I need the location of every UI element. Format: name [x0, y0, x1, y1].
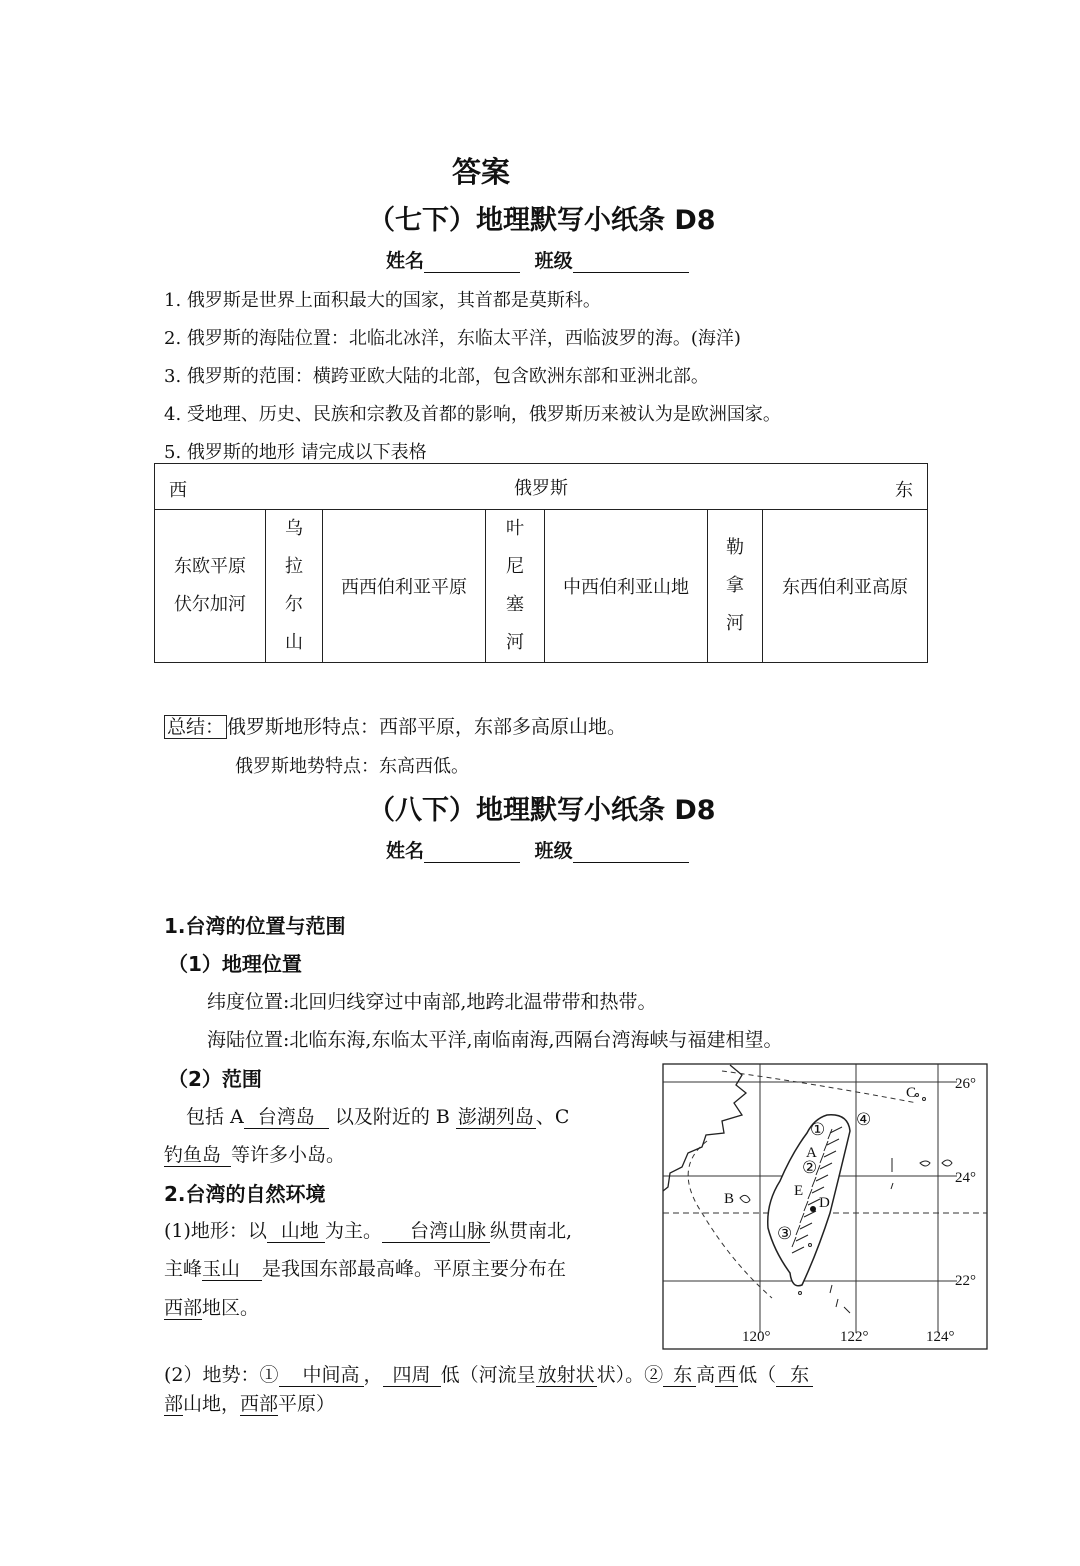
text: 主峰: [164, 1258, 203, 1280]
answer-heading: 答案: [452, 155, 511, 189]
answer-west: 西部: [164, 1297, 203, 1319]
terrain-line-2: [164, 1254, 566, 1281]
cell-char: 塞: [506, 594, 524, 615]
cell-char: 河: [506, 632, 524, 653]
cell-text: 伏尔加河: [174, 594, 246, 615]
text: 纵贯南北,: [489, 1220, 573, 1242]
text: 山地，: [183, 1393, 241, 1415]
answer-penghu-islands: 澎湖列岛: [457, 1106, 534, 1128]
label-a: A: [806, 1145, 817, 1161]
range-line-1: [186, 1102, 569, 1129]
text: 低（河流呈: [440, 1364, 536, 1386]
answer-east-part: 部: [164, 1393, 184, 1415]
cell-char: 尼: [506, 556, 524, 577]
text: ，: [363, 1364, 383, 1386]
text: 平原）: [278, 1393, 336, 1415]
range-line-2: [164, 1140, 345, 1167]
page-title-1: （七下）地理默写小纸条 D8: [368, 205, 716, 236]
terrain-line-3: [164, 1293, 259, 1320]
circle-1-label: ①: [810, 1120, 826, 1139]
answer-yushan: 玉山: [202, 1258, 262, 1281]
relief-line-1: [164, 1360, 813, 1387]
lat-26-label: 26°: [955, 1076, 976, 1092]
answer-mountains: 山地: [267, 1220, 325, 1243]
summary-line-2: 俄罗斯地势特点：东高西低。: [235, 756, 469, 777]
answer-west-low: 西: [717, 1364, 737, 1386]
item-4: 4. 受地理、历史、民族和宗教及首都的影响，俄罗斯历来被认为是欧洲国家。: [164, 404, 781, 425]
text: 低（: [738, 1364, 777, 1386]
cell-char: 山: [285, 632, 303, 653]
item-5: 5. 俄罗斯的地形 请完成以下表格: [164, 442, 427, 463]
text: 包括 A: [186, 1106, 244, 1128]
text: 为主。: [324, 1220, 382, 1242]
point-d-marker: [810, 1206, 816, 1212]
summary-label: 总结：: [164, 715, 227, 739]
text: 是我国东部最高峰。平原主要分布在: [262, 1258, 567, 1280]
cell-char: 勒: [726, 537, 744, 558]
cell-char: 河: [726, 613, 744, 634]
text: 等许多小岛。: [231, 1144, 346, 1166]
label-e: E: [794, 1183, 804, 1199]
cell-west-siberian-plain: 西西伯利亚平原: [323, 510, 486, 663]
section-1a-title: （1）地理位置: [168, 952, 302, 976]
summary-terrain: 俄罗斯地形特点：西部平原，东部多高原山地。: [227, 716, 627, 738]
answer-east: 东: [776, 1364, 813, 1387]
text: 高: [696, 1364, 716, 1386]
summary-line-1: [164, 712, 626, 739]
circle-2-label: ②: [802, 1158, 818, 1177]
name-class-row-2: [386, 836, 689, 863]
class-blank[interactable]: [573, 844, 689, 863]
name-label: 姓名: [386, 840, 425, 862]
answer-surroundings: 四周: [383, 1364, 441, 1387]
section-1b-title: （2）范围: [168, 1067, 262, 1091]
lon-120-label: 120°: [742, 1329, 771, 1345]
label-d: D: [819, 1195, 830, 1211]
sea-land-position: 海陆位置:北临东海,东临太平洋,南临南海,西隔台湾海峡与福建相望。: [207, 1029, 783, 1051]
answer-taiwan-island: 台湾岛: [244, 1106, 329, 1129]
east-label: 东: [895, 480, 913, 501]
cell-char: 尔: [285, 594, 303, 615]
terrain-line-1: [164, 1216, 572, 1243]
taiwan-map: [662, 1063, 988, 1350]
cell-yenisei-river: [486, 510, 545, 663]
page-title-2: （八下）地理默写小纸条 D8: [368, 795, 716, 826]
west-label: 西: [169, 480, 187, 501]
table-header-row: [155, 464, 928, 510]
text: 以及附近的 B: [334, 1106, 450, 1128]
cell-lena-river: [708, 510, 763, 663]
name-blank[interactable]: [424, 254, 520, 273]
lat-22-label: 22°: [955, 1273, 976, 1289]
cell-ural-mountains: [266, 510, 323, 663]
text: 、C: [535, 1106, 570, 1128]
lon-124-label: 124°: [926, 1329, 955, 1345]
text: 状）。②: [596, 1364, 664, 1386]
label-c: C: [906, 1085, 917, 1101]
latitude-position: 纬度位置:北回归线穿过中南部,地跨北温带带和热带。: [207, 991, 657, 1013]
class-label: 班级: [534, 840, 573, 862]
cell-text: 东欧平原: [174, 556, 246, 577]
cell-char: 乌: [285, 518, 303, 539]
terrain-table: [154, 463, 928, 663]
name-blank[interactable]: [424, 844, 520, 863]
text: 地区。: [202, 1297, 260, 1319]
cell-east-european-plain: [155, 510, 266, 663]
answer-diaoyu-island: 钓鱼岛: [164, 1144, 231, 1167]
cell-east-siberian-highland: 东西伯利亚高原: [763, 510, 928, 663]
section-2-title: 2.台湾的自然环境: [164, 1182, 326, 1206]
relief-line-2: [164, 1389, 335, 1416]
cell-central-siberian-plateau: 中西伯利亚山地: [545, 510, 708, 663]
text: (2）地势：①: [164, 1364, 279, 1386]
item-2: 2. 俄罗斯的海陆位置：北临北冰洋，东临太平洋，西临波罗的海。(海洋): [164, 328, 741, 349]
item-3: 3. 俄罗斯的范围：横跨亚欧大陆的北部，包含欧洲东部和亚洲北部。: [164, 366, 709, 387]
russia-label: 俄罗斯: [514, 477, 568, 499]
circle-4-label: ④: [856, 1110, 872, 1129]
name-class-row-1: [386, 246, 689, 273]
answer-east-high: 东: [663, 1364, 696, 1387]
lon-122-label: 122°: [840, 1329, 869, 1345]
name-label: 姓名: [386, 250, 425, 272]
answer-radial: 放射状: [537, 1364, 595, 1386]
label-b: B: [724, 1191, 735, 1207]
answer-taiwan-mountains: 台湾山脉: [382, 1220, 490, 1243]
class-label: 班级: [534, 250, 573, 272]
circle-3-label: ③: [777, 1224, 793, 1243]
class-blank[interactable]: [573, 254, 689, 273]
answer-middle-high: 中间高: [279, 1364, 364, 1387]
answer-west-part: 西部: [240, 1393, 279, 1415]
cell-char: 拿: [726, 575, 744, 596]
cell-char: 拉: [285, 556, 303, 577]
cell-char: 叶: [506, 518, 524, 539]
lat-24-label: 24°: [955, 1170, 976, 1186]
section-1-title: 1.台湾的位置与范围: [164, 914, 346, 938]
text: (1)地形：以: [164, 1220, 267, 1242]
item-1: 1. 俄罗斯是世界上面积最大的国家，其首都是莫斯科。: [164, 290, 601, 311]
